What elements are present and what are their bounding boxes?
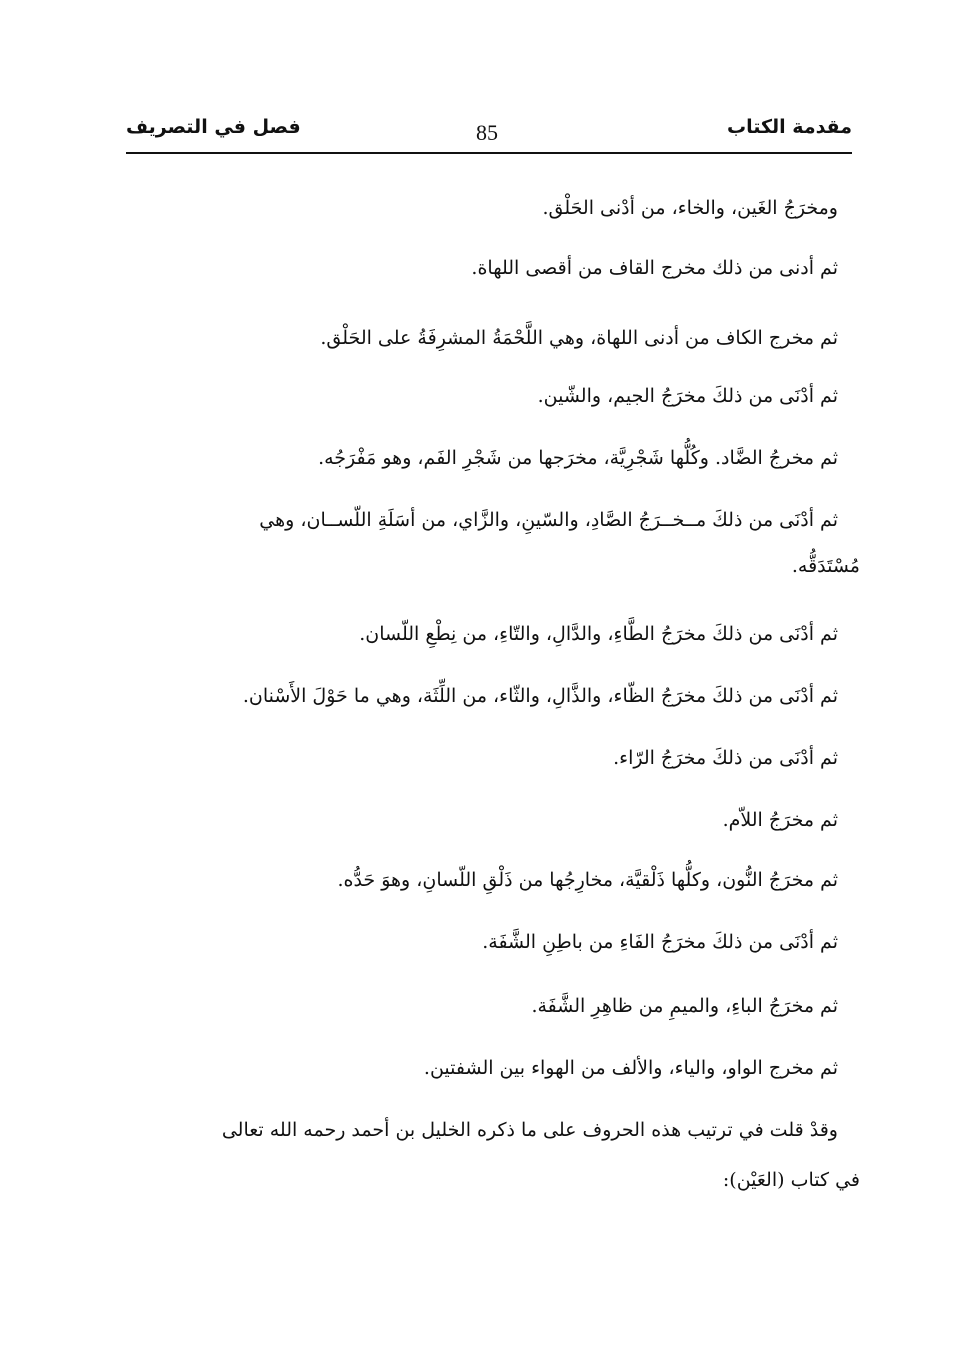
page-header xyxy=(126,112,852,154)
paragraph-11: ثم مخرَجُ النُّون، وكلُّها ذَلْقيَّة، مخارِجُها من ذَلْقِ اللّسانِ، وهوَ حَدُّه. xyxy=(337,869,838,891)
paragraph-5: ثم مخرجُ الضَّاد. وكُلُّها شَجْرِيَّة، مخرَجها من شَجْرِ الفَم، وهو مَفْرَجُه. xyxy=(318,447,838,469)
paragraph-8: ثم أدْنَى من ذلكَ مخرَجُ الظّاء، والذَّالِ، والثّاء، من اللِّثَة، وهي ما حَوْلَ الأَسْنان. xyxy=(242,685,838,707)
paragraph-2: ثم أدنى من ذلك مخرج القاف من أقصى اللهاة. xyxy=(471,257,838,279)
paragraph-9: ثم أدْنَى من ذلكَ مخرَجُ الرّاء. xyxy=(613,747,838,769)
page-number: 85 xyxy=(476,120,498,145)
paragraph-6: ثم أدْنَى من ذلكَ مــخــرَجُ الصَّادِ، والسّينِ، والزَّاي، من أسَلَةِ اللّســان، وهي xyxy=(259,509,838,531)
paragraph-12: ثم أدْنَى من ذلكَ مخرَجُ الفَاءِ من باطِنِ الشَّفَة. xyxy=(482,931,838,953)
paragraph-15-continuation: في كتاب (العَيْن): xyxy=(722,1169,860,1191)
paragraph-13: ثم مخرَجُ الباءِ، والميمِ من ظاهِرِ الشَّفَة. xyxy=(531,995,838,1017)
paragraph-6-continuation: مُسْتَدَقُّه. xyxy=(791,555,860,577)
book-section-title: مقدمة الكتاب xyxy=(727,116,852,138)
paragraph-1: ومخرَجُ الغَين، والخاء، من أدْنى الحَلْق. xyxy=(542,197,838,219)
paragraph-4: ثم أدْنَى من ذلكَ مخرَجُ الجيم، والشّين. xyxy=(537,385,838,407)
paragraph-7: ثم أدْنَى من ذلكَ مخرَجُ الطَّاءِ، والدَّالِ، والتّاءِ، من نِطْعِ اللّسان. xyxy=(359,623,838,645)
paragraph-14: ثم مخرج الواو، والياء، والألف من الهواء بين الشفتين. xyxy=(423,1057,838,1079)
paragraph-15: وقدْ قلت في ترتيب هذه الحروف على ما ذكره الخليل بن أحمد رحمه الله تعالى xyxy=(221,1119,838,1141)
paragraph-3: ثم مخرج الكاف من أدنى اللهاة، وهي اللَّحْمَةُ المشرِفَةُ على الحَلْق. xyxy=(320,327,838,349)
paragraph-10: ثم مخرَجُ اللاّم. xyxy=(722,809,838,831)
chapter-title: فصل في التصريف xyxy=(126,116,301,138)
